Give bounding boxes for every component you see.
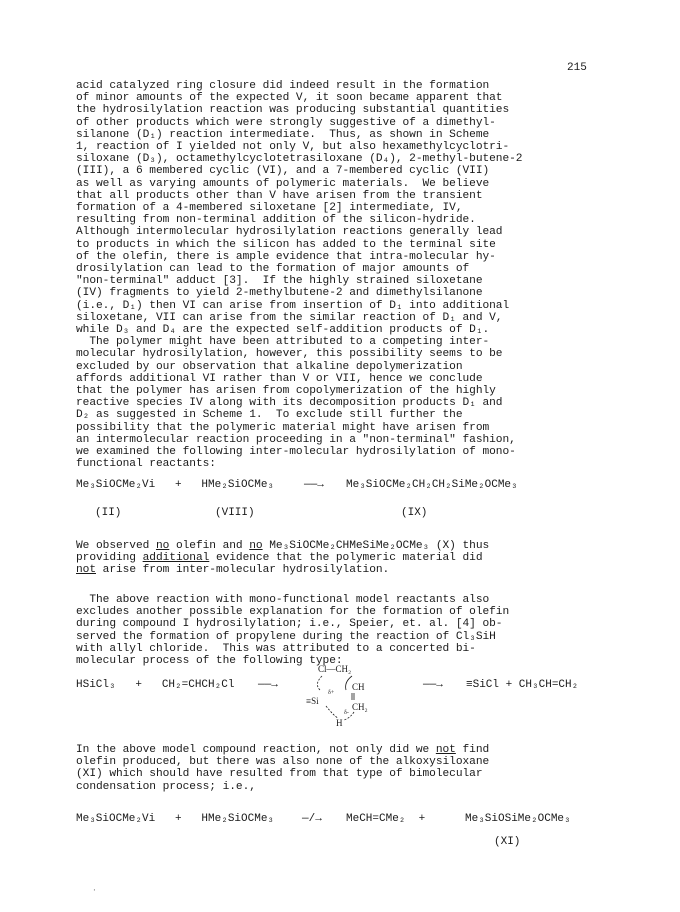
equation-3-left: Me₃SiOCMe₂Vi + HMe₂SiOCMe₃ [76,813,275,825]
text-line: an intermolecular reaction proceeding in a "non-terminal" fashion, [76,433,516,446]
paragraph-3 [76,594,636,667]
equation-1-label-viii: (VIII) [215,507,255,519]
equation-1-right: Me₃SiOCMe₂CH₂CH₂SiMe₂OCMe₃ [346,479,518,491]
text-line: the hydrosilylation reaction was producing substantial quantities [76,104,510,117]
text-line: resulting from non-terminal addition of the silicon-hydride. [76,214,476,227]
text-run: evidence that the polymeric material did [209,552,483,565]
equation-2-left: HSiCl₃ + CH₂=CHCH₂Cl [76,679,235,691]
underlined-word: no [249,540,263,552]
text-run: In the above model compound reaction, not only did we [76,744,436,756]
text-line: possibility that the polymeric material might have arisen from [76,421,490,434]
text-run: We observed [76,540,156,552]
text-line: functional reactants: [76,458,216,471]
diagram-cl-ch2: Cl—CH₂ [318,664,352,674]
text-line: (i.e., D₁) then VI can arise from insertion of D₁ into additional [76,299,510,312]
equation-1-label-ix: (IX) [401,507,428,519]
equation-1-label-ii: (II) [95,507,122,519]
equation-3-arrow: —/→ [302,813,322,825]
text-line: that the polymer has arisen from copolymerization of the highly [76,385,496,398]
text-line: The above reaction with mono-functional model reactants also [76,594,490,606]
text-line [76,744,636,756]
equation-1-arrow: ——→ [304,479,324,491]
underlined-word: not [76,564,96,577]
text-run: (XI) which should have resulted from that type of bimolecular [76,768,483,781]
diagram-h: H [336,718,343,728]
text-line: (III), a 6 membered cyclic (VI), and a 7-membered cyclic (VII) [76,165,490,178]
underlined-word: additional [142,552,210,565]
text-line: siloxane (D₃), octamethylcyclotetrasiloxane (D₄), 2-methyl-butene-2 [76,153,523,166]
text-run: arise from inter-molecular hydrosilylation. [96,564,390,577]
text-line: with allyl chloride. This was attributed to a concerted bi- [76,642,476,655]
text-line [76,756,636,768]
equation-1-left: Me₃SiOCMe₂Vi + HMe₂SiOCMe₃ [76,479,275,491]
text-line: excludes another possible explanation for the formation of olefin [76,606,510,619]
text-line: molecular hydrosilylation, however, this possibility seems to be [76,348,503,361]
diagram-delta-plus: δ+ [328,690,335,696]
text-run: olefin and [169,540,250,552]
text-line: silanone (D₁) reaction intermediate. Thus, as shown in Scheme [76,128,490,141]
text-run: olefin produced, but there was also none of the alkoxysiloxane [76,756,490,769]
text-run: providing [76,552,143,565]
text-line: The polymer might have been attributed to a competing inter- [76,336,490,349]
text-line: of minor amounts of the expected V, it soon became apparent that [76,92,503,105]
paragraph-2 [76,540,636,577]
text-line: while D₃ and D₄ are the expected self-addition products of D₁. [76,324,490,337]
paragraph-1 [76,80,636,471]
text-line: formation of a 4-membered siloxetane [2] intermediate, IV, [76,202,463,215]
text-line: we examined the following inter-molecular hydrosilylation of mono- [76,446,516,459]
equation-2-arrow-2: ——→ [423,679,443,691]
equation-3-right: Me₃SiOSiMe₂OCMe₃ [465,813,571,825]
page-speck: · [92,886,97,895]
text-line [76,540,636,552]
text-line: excluded by our observation that alkaline depolymerization [76,360,463,373]
text-line: that all products other than V have arisen from the transient [76,189,483,202]
text-line: during compound I hydrosilylation; i.e., Speier, et. al. [4] ob- [76,618,503,631]
text-line [76,781,636,793]
text-line [76,768,636,780]
text-line: of the olefin, there is ample evidence that intra-molecular hy- [76,250,496,263]
text-line: served the formation of propylene during the reaction of Cl₃SiH [76,630,496,643]
text-line: D₂ as suggested in Scheme 1. To exclude still further the [76,409,463,422]
text-line: acid catalyzed ring closure did indeed result in the formation [76,80,490,92]
diagram-ch: CH [352,682,365,692]
text-line [76,552,636,564]
text-run: find [455,744,490,756]
transition-state-diagram [300,660,390,740]
text-line: of other products which were strongly suggestive of a dimethyl- [76,116,496,129]
text-line: affords additional VI rather than V or VII, hence we conclude [76,372,483,385]
equation-2-right: ≡SiCl + CH₃CH=CH₂ [466,679,579,691]
underlined-word: no [155,540,170,552]
text-line: Although intermolecular hydrosilylation reactions generally lead [76,226,503,239]
text-line: drosilylation can lead to the formation of major amounts of [76,263,470,276]
text-line: 1, reaction of I yielded not only V, but also hexamethylcyclotri- [76,141,510,154]
text-line: molecular process of the following type: [76,655,343,668]
text-line: as well as varying amounts of polymeric materials. We believe [76,177,490,190]
paragraph-4 [76,744,636,793]
diagram-si: ≡Si [306,696,319,706]
text-run: condensation process; i.e., [76,780,256,793]
text-line: "non-terminal" adduct [3]. If the highly strained siloxetane [76,275,483,288]
equation-2-arrow-1: ——→ [258,679,278,691]
equation-3-label-xi: (XI) [494,836,521,848]
diagram-ch2: CH₂ [352,702,368,712]
text-line: reactive species IV along with its decomposition products D₁ and [76,397,503,410]
equation-3-mid: MeCH=CMe₂ + [346,813,426,825]
text-line: (IV) fragments to yield 2-methylbutene-2 and dimethylsilanone [76,287,483,300]
text-line: siloxetane, VII can arise from the similar reaction of D₁ and V, [76,311,503,324]
page-number: 215 [567,62,587,74]
text-line: to products in which the silicon has added to the terminal site [76,238,496,251]
text-run: Me₃SiOCMe₂CHMeSiMe₂OCMe₃ (X) thus [262,540,490,552]
text-line [76,564,636,576]
diagram-delta-minus: δ- [344,710,349,716]
underlined-word: not [435,744,456,756]
